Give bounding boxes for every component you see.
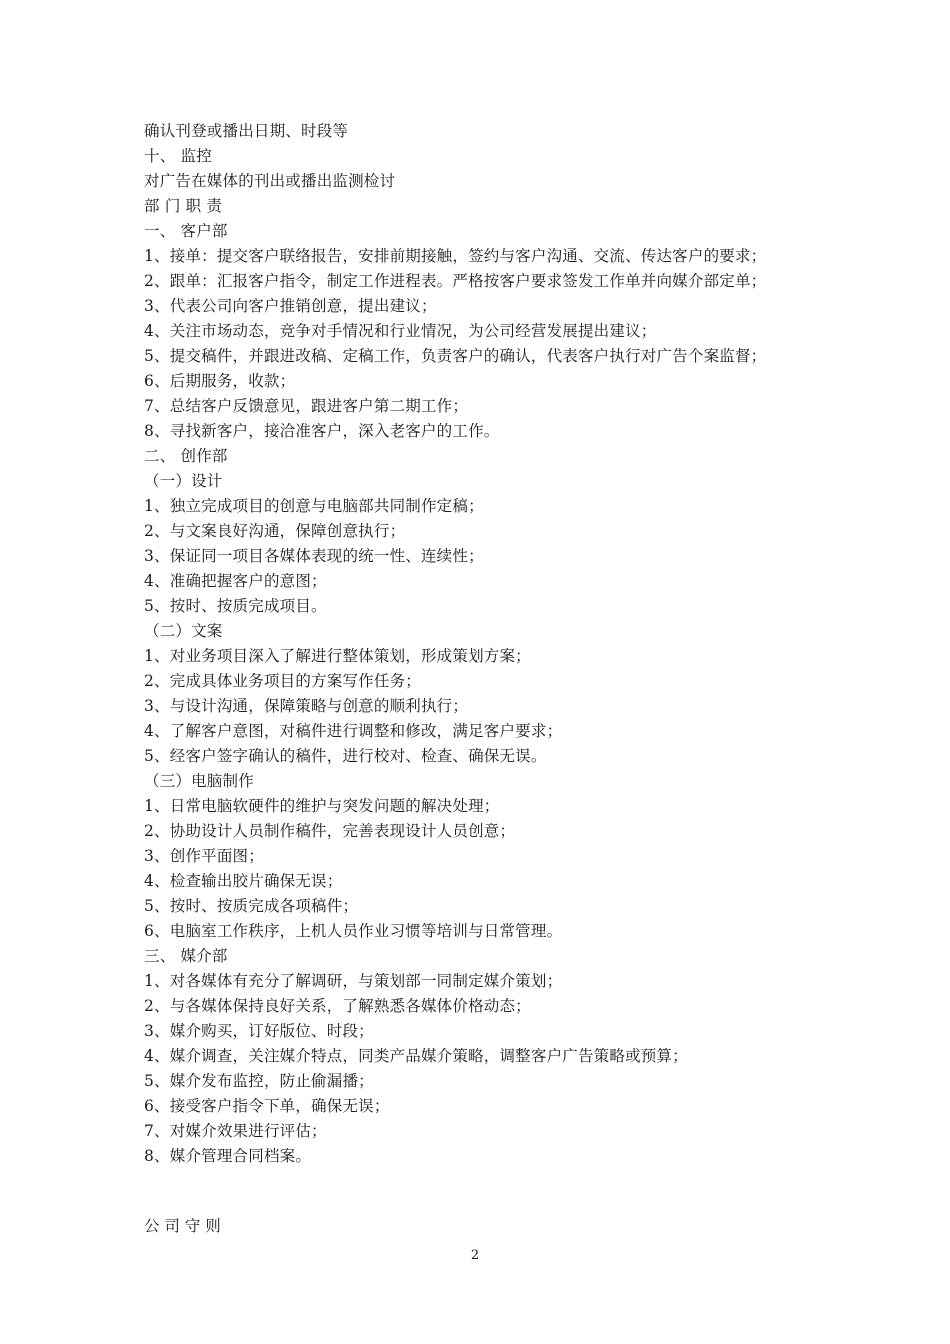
text-line: 6、后期服务，收款； (144, 372, 296, 390)
text-line: 3、媒介购买，订好版位、时段； (144, 1022, 374, 1040)
page-number: 2 (470, 1248, 480, 1263)
text-line: 二、 创作部 (144, 447, 228, 465)
text-line: 5、按时、按质完成项目。 (144, 597, 327, 615)
text-line: 8、寻找新客户，接洽准客户，深入老客户的工作。 (144, 422, 500, 440)
text-line: 2、与各媒体保持良好关系，了解熟悉各媒体价格动态； (144, 997, 531, 1015)
text-line: 4、检查输出胶片确保无误； (144, 872, 343, 890)
text-line: 2、跟单：汇报客户指令，制定工作进程表。严格按客户要求签发工作单并向媒介部定单； (144, 272, 767, 290)
text-line: 8、媒介管理合同档案。 (144, 1147, 312, 1165)
text-line: 3、代表公司向客户推销创意，提出建议； (144, 297, 437, 315)
text-line: 3、创作平面图； (144, 847, 264, 865)
text-line: 6、电脑室工作秩序，上机人员作业习惯等培训与日常管理。 (144, 922, 563, 940)
text-line: 对广告在媒体的刊出或播出监测检讨 (144, 172, 396, 190)
text-line: 2、与文案良好沟通，保障创意执行； (144, 522, 406, 540)
text-line: 一、 客户部 (144, 222, 228, 240)
text-line: 5、经客户签字确认的稿件，进行校对、检查、确保无误。 (144, 747, 547, 765)
text-line: 3、与设计沟通，保障策略与创意的顺利执行； (144, 697, 469, 715)
document-body (144, 119, 824, 1169)
text-line: 2、协助设计人员制作稿件，完善表现设计人员创意； (144, 822, 516, 840)
text-line: 7、对媒介效果进行评估； (144, 1122, 327, 1140)
text-line: （三）电脑制作 (144, 772, 254, 790)
text-line: 十、 监控 (144, 147, 212, 165)
text-line: 三、 媒介部 (144, 947, 228, 965)
text-line: 4、媒介调查，关注媒介特点，同类产品媒介策略，调整客户广告策略或预算； (144, 1047, 688, 1065)
text-line: 1、对业务项目深入了解进行整体策划，形成策划方案； (144, 647, 531, 665)
text-line: 4、关注市场动态，竞争对手情况和行业情况，为公司经营发展提出建议； (144, 322, 657, 340)
text-line: 1、对各媒体有充分了解调研，与策划部一同制定媒介策划； (144, 972, 563, 990)
text-line: 1、独立完成项目的创意与电脑部共同制作定稿； (144, 497, 484, 515)
text-line: 5、媒介发布监控，防止偷漏播； (144, 1072, 374, 1090)
text-line: 4、准确把握客户的意图； (144, 572, 327, 590)
text-line: （一）设计 (144, 472, 223, 490)
text-line: 1、日常电脑软硬件的维护与突发问题的解决处理； (144, 797, 500, 815)
text-line: 部 门 职 责 (144, 197, 223, 215)
text-line: 3、保证同一项目各媒体表现的统一性、连续性； (144, 547, 484, 565)
text-line: 5、按时、按质完成各项稿件； (144, 897, 359, 915)
text-line: 6、接受客户指令下单，确保无误； (144, 1097, 390, 1115)
text-line: 2、完成具体业务项目的方案写作任务； (144, 672, 421, 690)
text-line: 4、了解客户意图，对稿件进行调整和修改，满足客户要求； (144, 722, 563, 740)
text-line: 7、总结客户反馈意见，跟进客户第二期工作； (144, 397, 469, 415)
section-heading-company-rules: 公 司 守 则 (144, 1217, 221, 1235)
text-line: 确认刊登或播出日期、时段等 (144, 122, 349, 140)
text-line: （二）文案 (144, 622, 223, 640)
text-line: 5、提交稿件，并跟进改稿、定稿工作，负责客户的确认，代表客户执行对广告个案监督； (144, 347, 767, 365)
text-line: 1、接单：提交客户联络报告，安排前期接触，签约与客户沟通、交流、传达客户的要求； (144, 247, 767, 265)
